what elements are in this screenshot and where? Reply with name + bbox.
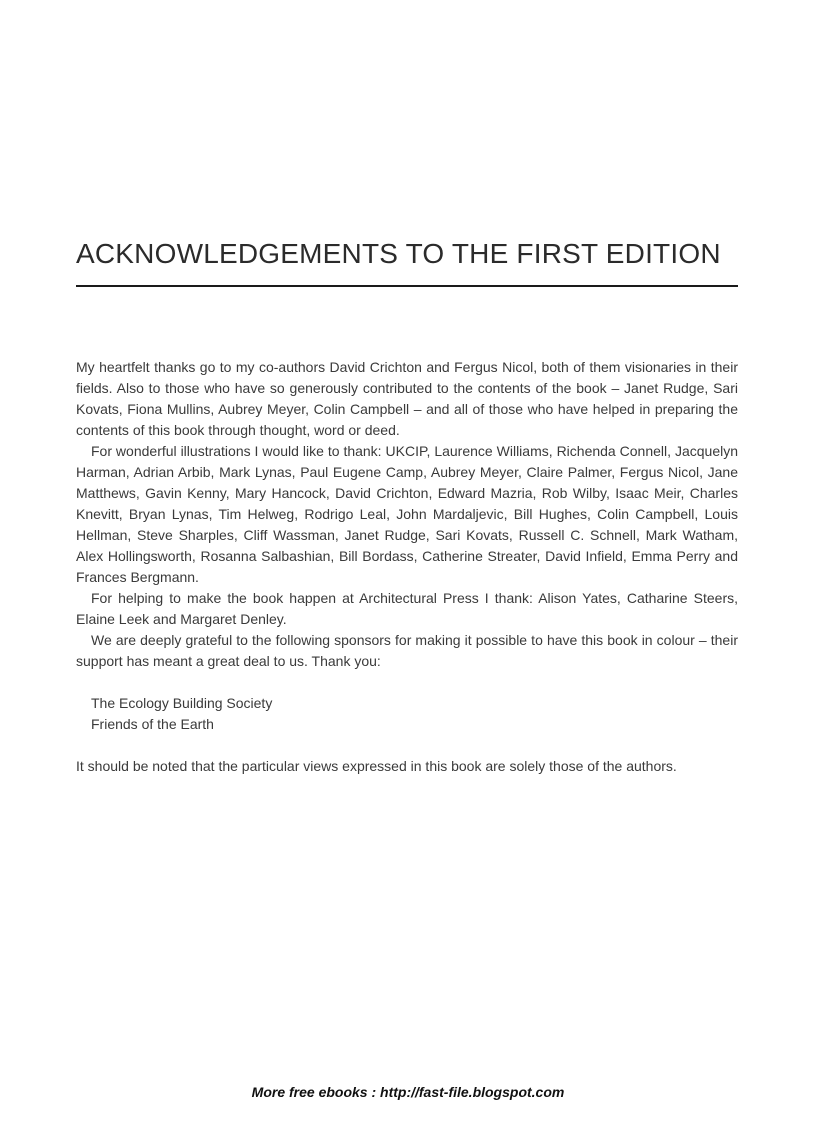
paragraph-sponsors: We are deeply grateful to the following sponsors for making it possible to have this book in colour – their support has meant a great deal to us. Thank you:	[76, 632, 738, 669]
sponsor-list	[76, 693, 738, 735]
page-title: ACKNOWLEDGEMENTS TO THE FIRST EDITION	[76, 238, 721, 269]
sponsor-item: Friends of the Earth	[91, 716, 214, 732]
paragraph-disclaimer: It should be noted that the particular views expressed in this book are solely those of the authors.	[76, 758, 677, 774]
acknowledgements-body	[76, 357, 738, 777]
footer-link[interactable]: More free ebooks : http://fast-file.blogspot.com	[251, 1084, 565, 1100]
title-divider	[76, 285, 738, 287]
paragraph-publisher: For helping to make the book happen at Architectural Press I thank: Alison Yates, Catharine Steers, Elaine Leek and Margaret Denley.	[76, 590, 738, 627]
paragraph-coauthors: My heartfelt thanks go to my co-authors David Crichton and Fergus Nicol, both of them visionaries in their fields. Also to those who have so generously contributed to the contents of the book – Janet Rudge, Sari Kovats, Fiona Mullins, Aubrey Meyer, Colin Campbell – and all of those who have helped in preparing the contents of this book through thought, word or deed.	[76, 359, 738, 438]
paragraph-illustrations: For wonderful illustrations I would like to thank: UKCIP, Laurence Williams, Richenda Connell, Jacquelyn Harman, Adrian Arbib, Mark Lynas, Paul Eugene Camp, Aubrey Meyer, Claire Palmer, Fergus Nicol, Jane Matthews, Gavin Kenny, Mary Hancock, David Crichton, Edward Mazria, Rob Wilby, Isaac Meir, Charles Knevitt, Bryan Lynas, Tim Helweg, Rodrigo Leal, John Mardaljevic, Bill Hughes, Colin Campbell, Louis Hellman, Steve Sharples, Cliff Wassman, Janet Rudge, Sari Kovats, Russell C. Schnell, Mark Watham, Alex Hollingsworth, Rosanna Salbashian, Bill Bordass, Catherine Streater, David Infield, Emma Perry and Frances Bergmann.	[76, 443, 738, 585]
sponsor-item: The Ecology Building Society	[91, 695, 273, 711]
